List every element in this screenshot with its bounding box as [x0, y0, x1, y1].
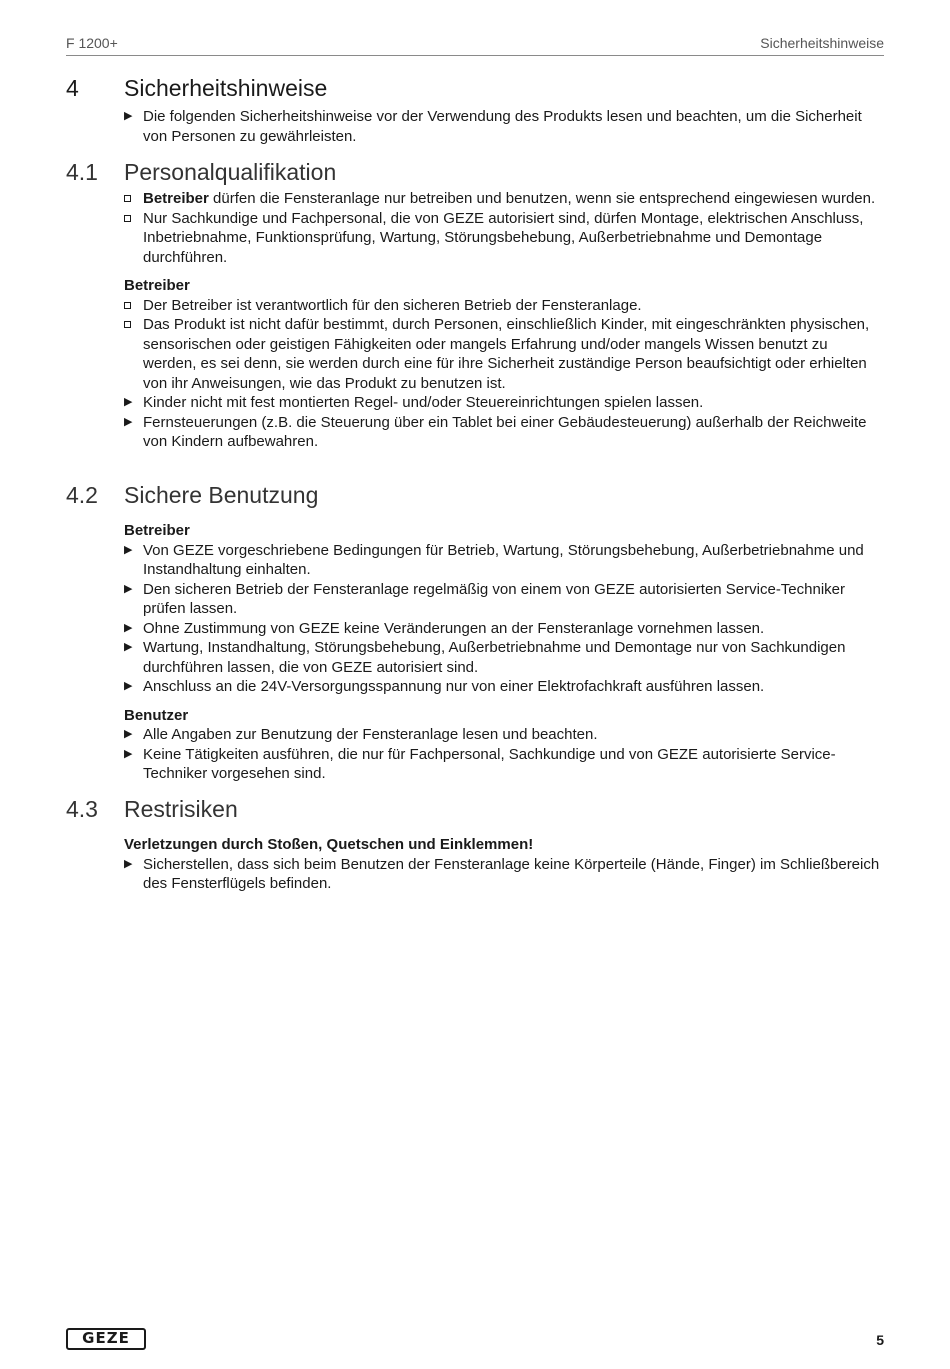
header-section: Sicherheitshinweise — [760, 35, 884, 51]
section-number: 4 — [66, 75, 79, 101]
arrow-bullet-icon: ▶ — [124, 543, 133, 556]
arrow-bullet-icon: ▶ — [124, 747, 133, 760]
section-title: Personalqualifikation — [124, 159, 337, 185]
subheading-betreiber: Betreiber — [124, 522, 190, 539]
arrow-bullet-icon: ▶ — [124, 857, 133, 870]
arrow-bullet-icon: ▶ — [124, 415, 133, 428]
geze-logo — [66, 1328, 146, 1350]
section-number: 4.3 — [66, 796, 98, 822]
square-bullet-icon — [124, 321, 131, 328]
list-item — [124, 638, 884, 677]
logo-text: GEZE — [82, 1329, 130, 1347]
list-item-bold: Betreiber — [143, 190, 209, 207]
section-title: Sicherheitshinweise — [124, 75, 328, 101]
list-item — [124, 189, 884, 209]
list-item-text: Keine Tätigkeiten ausführen, die nur für Fachpersonal, Sachkundige und von GEZE autorisierte Service-Techniker vorgesehen sind. — [143, 745, 836, 782]
arrow-bullet-icon: ▶ — [124, 641, 133, 653]
square-bullet-icon — [124, 215, 131, 222]
header-product: F 1200+ — [66, 35, 118, 51]
list-item-text: Ohne Zustimmung von GEZE keine Veränderungen an der Fensteranlage vornehmen lassen. — [143, 619, 765, 637]
section-4-1-body — [124, 189, 884, 452]
list-item-text: Anschluss an die 24V-Versorgungsspannung nur von einer Elektrofachkraft ausführen lassen. — [143, 678, 765, 695]
list-item-text: Nur Sachkundige und Fachpersonal, die von GEZE autorisiert sind, dürfen Montage, elektrischen Anschluss, Inbetriebnahme, Funktionsprüfung, Wartung, Störungsbehebung, Außerbetriebnahme und Demontage durchführen. — [143, 209, 864, 266]
page-header — [66, 33, 884, 56]
list-item — [124, 855, 884, 894]
list-item-text: Alle Angaben zur Benutzung der Fensteranlage lesen und beachten. — [143, 726, 598, 743]
list-item — [124, 296, 884, 316]
list-item — [124, 677, 884, 697]
list-item-text: Kinder nicht mit fest montierten Regel- und/oder Steuereinrichtungen spielen lassen. — [143, 394, 704, 411]
list-item — [124, 580, 884, 619]
section-4-3-body — [124, 835, 884, 894]
section-title: Sichere Benutzung — [124, 482, 319, 508]
arrow-bullet-icon: ▶ — [124, 110, 133, 122]
arrow-bullet-icon: ▶ — [124, 396, 133, 408]
subheading-benutzer: Benutzer — [124, 706, 189, 724]
list-item-text: Sicherstellen, dass sich beim Benutzen der Fensteranlage keine Körperteile (Hände, Finger) im Schließbereich des Fensterflügels befinden. — [143, 855, 880, 892]
list-item-text: dürfen die Fensteranlage nur betreiben und benutzen, wenn sie entsprechend eingewiesen wurden. — [208, 190, 876, 207]
list-item — [124, 745, 884, 784]
section-number: 4.1 — [66, 159, 98, 185]
section-4-2-body — [124, 521, 884, 784]
arrow-bullet-icon: ▶ — [124, 621, 133, 634]
list-item-text: Der Betreiber ist verantwortlich für den sicheren Betrieb der Fensteranlage. — [143, 296, 642, 314]
list-item-text: Das Produkt ist nicht dafür bestimmt, durch Personen, einschließlich Kinder, mit eingeschränkten physischen, sensorischen oder geistigen Fähigkeiten oder mangels Erfahrung und/oder mangels Wissen benutzt zu werden, es sei denn, sie werden durch eine für ihre Sicherheit zuständige Person beaufsichtigt oder erhielten von ihr Anweisungen, wie das Produkt zu benutzen ist. — [143, 316, 870, 392]
list-item-text: Den sicheren Betrieb der Fensteranlage regelmäßig von einem von GEZE autorisierten Service-Techniker prüfen lassen. — [143, 580, 846, 617]
list-item — [124, 209, 884, 268]
subheading-warning: Verletzungen durch Stoßen, Quetschen und Einklemmen! — [124, 836, 534, 853]
list-item-text: Wartung, Instandhaltung, Störungsbehebung, Außerbetriebnahme und Demontage nur von Sachkundigen durchführen lassen, die von GEZE autorisiert sind. — [143, 639, 846, 676]
list-item — [124, 393, 884, 413]
section-4-body — [124, 107, 884, 146]
list-item — [124, 619, 884, 639]
arrow-bullet-icon: ▶ — [124, 582, 133, 595]
section-number: 4.2 — [66, 482, 98, 508]
square-bullet-icon — [124, 302, 131, 309]
page-number: 5 — [876, 1332, 884, 1348]
list-item — [124, 315, 884, 393]
list-item-text: Fernsteuerungen (z.B. die Steuerung über ein Tablet bei einer Gebäudesteuerung) außerhalb der Reichweite von Kindern aufbewahren. — [143, 413, 867, 450]
list-item — [124, 107, 884, 146]
square-bullet-icon — [124, 195, 131, 202]
list-item — [124, 541, 884, 580]
section-title: Restrisiken — [124, 796, 238, 822]
list-item-text: Die folgenden Sicherheitshinweise vor der Verwendung des Produkts lesen und beachten, um die Sicherheit von Personen zu gewährleisten. — [143, 108, 862, 145]
list-item-text: Von GEZE vorgeschriebene Bedingungen für Betrieb, Wartung, Störungsbehebung, Außerbetriebnahme und Instandhaltung einhalten. — [143, 541, 864, 578]
subheading-betreiber: Betreiber — [124, 277, 190, 294]
arrow-bullet-icon: ▶ — [124, 728, 133, 740]
list-item — [124, 413, 884, 452]
list-item — [124, 725, 884, 745]
arrow-bullet-icon: ▶ — [124, 680, 133, 692]
